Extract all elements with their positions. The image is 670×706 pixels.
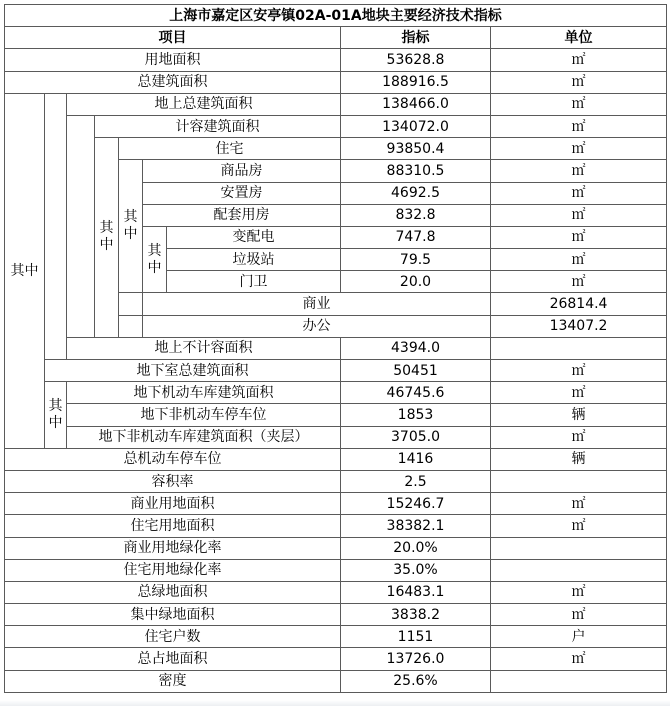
row-unit: ㎡: [491, 382, 667, 404]
row-label: 地下机动车库建筑面积: [67, 382, 341, 404]
row-value: 138466.0: [341, 93, 491, 115]
row-value: 79.5: [341, 249, 491, 271]
row-label: 门卫: [167, 271, 341, 293]
table-title: 上海市嘉定区安亭镇02A-01A地块主要经济技术指标: [5, 5, 667, 27]
table-row: [5, 470, 667, 492]
table-row: [5, 537, 667, 559]
table-row: [5, 515, 667, 537]
row-label: 总占地面积: [5, 648, 341, 670]
row-unit: ㎡: [491, 493, 667, 515]
row-value: 38382.1: [341, 515, 491, 537]
row-unit: ㎡: [491, 249, 667, 271]
row-value: 1151: [341, 626, 491, 648]
row-unit: ㎡: [491, 360, 667, 382]
table-row: [5, 138, 667, 160]
row-unit: ㎡: [491, 160, 667, 182]
row-unit: ㎡: [491, 581, 667, 603]
row-label: 地上总建筑面积: [67, 93, 341, 115]
row-label: 地上不计容面积: [67, 337, 341, 359]
row-label: 地下非机动车停车位: [67, 404, 341, 426]
row-unit: ㎡: [491, 204, 667, 226]
row-unit: 户: [491, 626, 667, 648]
economic-indicators-table: [4, 4, 667, 693]
group-label-level3: 其 中: [95, 138, 119, 338]
row-label: 容积率: [5, 470, 341, 492]
row-value: 88310.5: [341, 160, 491, 182]
row-value: 20.0%: [341, 537, 491, 559]
table-row: [5, 604, 667, 626]
row-value: 46745.6: [341, 382, 491, 404]
table-row: [5, 337, 667, 359]
row-value: 3838.2: [341, 604, 491, 626]
row-unit: [491, 670, 667, 692]
row-value: 188916.5: [341, 71, 491, 93]
row-label: 商业: [143, 293, 491, 315]
row-unit: [491, 559, 667, 581]
row-label: 办公: [143, 315, 491, 337]
row-label: 变配电: [167, 226, 341, 248]
row-value: 832.8: [341, 204, 491, 226]
group-label-level1: 其中: [5, 93, 45, 448]
row-value: 1416: [341, 448, 491, 470]
row-unit: ㎡: [491, 93, 667, 115]
row-value: 20.0: [341, 271, 491, 293]
table-row: [5, 360, 667, 382]
row-value: 53628.8: [341, 49, 491, 71]
table-row: [5, 426, 667, 448]
row-value: 15246.7: [341, 493, 491, 515]
row-unit: ㎡: [491, 182, 667, 204]
group-label-basement: 其 中: [45, 382, 67, 449]
row-value: 1853: [341, 404, 491, 426]
row-value: 3705.0: [341, 426, 491, 448]
row-unit: ㎡: [491, 49, 667, 71]
row-value: 13726.0: [341, 648, 491, 670]
row-value: 50451: [341, 360, 491, 382]
group-spacer: [67, 115, 95, 337]
row-unit: [491, 470, 667, 492]
group-label-level5: 其 中: [143, 226, 167, 293]
row-label: 住宅户数: [5, 626, 341, 648]
table-row: [5, 93, 667, 115]
row-value: 26814.4: [491, 293, 667, 315]
row-unit: ㎡: [491, 226, 667, 248]
row-unit: ㎡: [491, 648, 667, 670]
row-label: 商品房: [143, 160, 341, 182]
row-value: 747.8: [341, 226, 491, 248]
row-label: 集中绿地面积: [5, 604, 341, 626]
group-spacer: [119, 315, 143, 337]
row-label: 商业用地绿化率: [5, 537, 341, 559]
row-label: 总建筑面积: [5, 71, 341, 93]
row-label: 安置房: [143, 182, 341, 204]
header-item: 项目: [5, 27, 341, 49]
row-unit: [491, 337, 667, 359]
table-row: [5, 404, 667, 426]
row-value: 93850.4: [341, 138, 491, 160]
row-value: 35.0%: [341, 559, 491, 581]
table-row: [5, 448, 667, 470]
title-row: [5, 5, 667, 27]
row-value: 134072.0: [341, 115, 491, 137]
row-label: 地下非机动车库建筑面积（夹层）: [67, 426, 341, 448]
row-value: 2.5: [341, 470, 491, 492]
table-row: [5, 493, 667, 515]
row-value: 16483.1: [341, 581, 491, 603]
row-unit: ㎡: [491, 604, 667, 626]
row-value: 25.6%: [341, 670, 491, 692]
row-value: 13407.2: [491, 315, 667, 337]
header-row: [5, 27, 667, 49]
row-value: 4394.0: [341, 337, 491, 359]
header-unit: 单位: [491, 27, 667, 49]
table-row: [5, 49, 667, 71]
table-row: [5, 670, 667, 692]
row-unit: ㎡: [491, 138, 667, 160]
row-label: 地下室总建筑面积: [45, 360, 341, 382]
row-label: 商业用地面积: [5, 493, 341, 515]
row-unit: ㎡: [491, 71, 667, 93]
table-row: [5, 648, 667, 670]
row-label: 垃圾站: [167, 249, 341, 271]
group-spacer: [119, 293, 143, 315]
row-label: 计容建筑面积: [95, 115, 341, 137]
page-bottom-edge: [0, 700, 670, 706]
row-label: 总机动车停车位: [5, 448, 341, 470]
row-label: 总绿地面积: [5, 581, 341, 603]
row-unit: 辆: [491, 448, 667, 470]
table-row: [5, 626, 667, 648]
row-unit: 辆: [491, 404, 667, 426]
row-label: 住宅用地面积: [5, 515, 341, 537]
row-unit: ㎡: [491, 271, 667, 293]
row-unit: [491, 537, 667, 559]
row-unit: ㎡: [491, 426, 667, 448]
row-unit: ㎡: [491, 515, 667, 537]
table-row: [5, 581, 667, 603]
row-label: 密度: [5, 670, 341, 692]
group-spacer: [45, 93, 67, 359]
row-label: 配套用房: [143, 204, 341, 226]
row-label: 用地面积: [5, 49, 341, 71]
row-label: 住宅: [119, 138, 341, 160]
table-row: [5, 559, 667, 581]
table-row: [5, 115, 667, 137]
table-row: [5, 382, 667, 404]
row-value: 4692.5: [341, 182, 491, 204]
header-value: 指标: [341, 27, 491, 49]
table-row: [5, 71, 667, 93]
group-label-level4: 其 中: [119, 160, 143, 293]
row-unit: ㎡: [491, 115, 667, 137]
row-label: 住宅用地绿化率: [5, 559, 341, 581]
